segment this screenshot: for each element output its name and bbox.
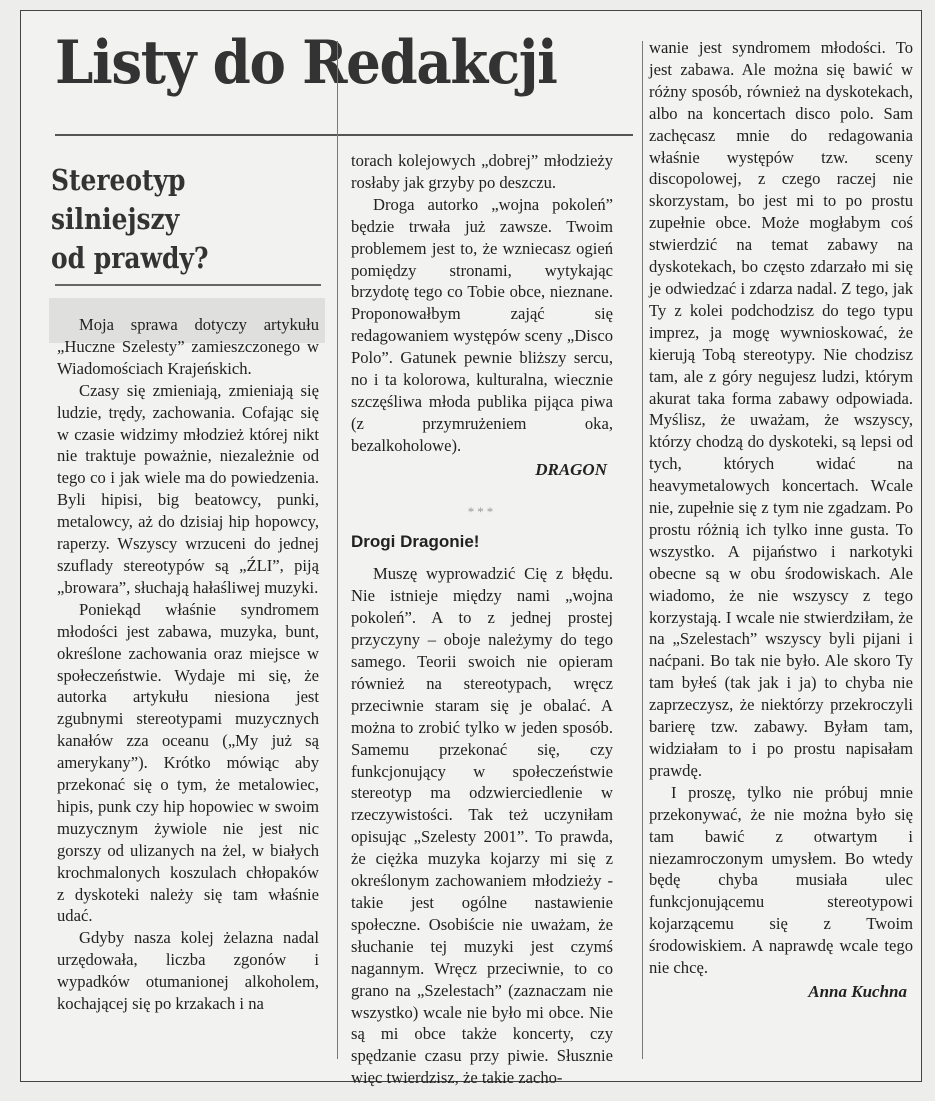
newspaper-page bbox=[20, 10, 922, 1088]
heading-rule bbox=[55, 284, 321, 286]
paragraph: wanie jest syndromem młodości. To jest zabawa. Ale można się bawić w różny sposób, również na dyskotekach, albo na koncertach disco polo. Sam zachęcasz mnie do redagowania właśnie występów tzw. sceny discopolowej, z czego raczej nie skorzystam, bo jest mi to po prostu zupełnie obce. Może mogłabym coś stwierdzić na temat zabawy na dyskotekach, bo często zdarzało mi się je odwiedzać i zdarza nadal. Z tego, jak Ty z kolei podchodzisz do tego typu imprez, ja mogę wywnioskować, że kierują Tobą stereotypy. Nie chodzisz tam, ale z góry negujesz ludzi, którym akurat taka forma zabawy odpowiada. Myślisz, że uważam, że wszyscy, którzy chodzą do dyskoteki, są lepsi od tych, których widać na heavymetalowych koncertach. Wcale nie, zupełnie się z tym nie zgadzam. Po prostu różnią ich tylko inne gusta. To wszystko. A pijaństwo i narkotyki obecne są w obu środowiskach. Ale wiadomo, że nie wszyscy z tego korzystają. I wcale nie stwierdziłam, że na „Szelestach” wszyscy byli pijani i naćpani. Bo tak nie było. Ale skoro Ty tam byłeś (tak jak i ja) to chyba nie zaprzeczysz, że niektórzy przekroczyli barierę tzw. zabawy. Byłam tam, widziałam to i po prostu napisałam prawdę. bbox=[649, 38, 913, 780]
column-right bbox=[649, 37, 913, 1003]
page-title: Listy do Redakcji bbox=[55, 28, 557, 98]
column-left bbox=[57, 314, 319, 1015]
paragraph: torach kolejowych „dobrej” młodzieży rosłaby jak grzyby po deszczu. bbox=[351, 151, 613, 192]
signature-anna-kuchna: Anna Kuchna bbox=[808, 981, 907, 1001]
paragraph: I proszę, tylko nie próbuj mnie przekonywać, że nie można było się tam bawić z otwartym i niezamroczonym umysłem. Bo wtedy będę chyba musiała ulec funkcjonującemu stereotypowi kojarzącemu się z Twoim środowiskiem. A naprawdę wcale tego nie chcę. bbox=[649, 782, 913, 978]
article-heading bbox=[51, 161, 209, 278]
column-rule-2 bbox=[642, 41, 643, 1059]
column-middle bbox=[351, 150, 613, 1089]
heading-line-1: Stereotyp bbox=[51, 163, 186, 197]
section-separator: *** bbox=[467, 503, 497, 519]
paragraph: Droga autorko „wojna pokoleń” będzie trwała już zawsze. Twoim problemem jest to, że wzniecasz ogień pomiędzy stronami, wytykając brzydotę tego co Tobie obce, nieznane. Proponowałbym zająć się redagowaniem występów sceny „Disco Polo”. Gatunek pewnie bliższy sercu, no i ta kolorowa, kulturalna, wiecznie szczęśliwa młoda publika pijąca piwa (z przymrużeniem oka, bezalkoholowe). bbox=[351, 194, 613, 455]
paragraph: Poniekąd właśnie syndromem młodości jest zabawa, muzyka, bunt, określone zachowania oraz miejsce w społeczeństwie. Wydaje mi się, że autorka artykułu niesiona jest zgubnymi stereotypami muzycznych kanałów zza oceanu („My już są amerykany”). Krótko mówiąc aby przekonać się o tym, że metalowiec, hipis, punk czy hip hopowiec w swoim muzycznym żywiole nie jest nic gorszy od ulizanych na żel, w białych krochmalonych koszulach chłopaków z dyskoteki należy się tam właśnie udać. bbox=[57, 599, 319, 926]
paragraph: Muszę wyprowadzić Cię z błędu. Nie istnieje między nami „wojna pokoleń”. A to z jednej prostej przyczyny – oboje należymy do tego samego. Teorii swoich nie opieram również na stereotypach, wręcz przeciwnie staram się je obalać. A można to zrobić tylko w jeden sposób. Samemu przekonać się, czy funkcjonujący w społeczeństwie stereotyp ma odzwierciedlenie w rzeczywistości. Tak też uczyniłam opisując „Szelesty 2001”. To prawda, że ciężka muzyka kojarzy mi się z określonym zachowaniem młodzieży - takie jest ogólne nastawienie społeczne. Osobiście nie uważam, że słuchanie tej muzyki jest czymś nagannym. Wręcz przeciwnie, to co grano na „Szelestach” (zaznaczam nie wszystko) wcale nie było mi obce. Nie są mi obce także koncerty, czy spędzanie czasu przy piwie. Słusznie więc twierdzisz, że takie zacho- bbox=[351, 564, 613, 1088]
heading-line-3: od prawdy? bbox=[51, 241, 209, 275]
paragraph: Moja sprawa dotyczy artykułu „Huczne Szelesty” zamieszczonego w Wiadomościach Krajeńskich. bbox=[57, 315, 319, 378]
paragraph: Gdyby nasza kolej żelazna nadal urzędowała, liczba zgonów i wypadków otumanionej alkoholem, kochającej się po krzakach i na bbox=[57, 928, 319, 1014]
title-rule bbox=[55, 134, 633, 136]
paragraph: Czasy się zmieniają, zmieniają się ludzie, trędy, zachowania. Cofając się w czasie widzimy młodzież której nikt nie traktuje poważnie, niezależnie od tego co i jak wiele ma do powiedzenia. Byli hipisi, big beatowcy, punki, metalowcy, aż do dzisiaj hip hopowcy, raperzy. Wszyscy wrzuceni do jednej szuflady stereotypów są „ŹLI”, piją „browara”, słuchają hałaśliwej muzyki. bbox=[57, 380, 319, 597]
heading-line-2: silniejszy bbox=[51, 202, 180, 236]
column-rule-1 bbox=[337, 41, 338, 1059]
reply-heading: Drogi Dragonie! bbox=[351, 531, 480, 551]
signature-dragon: DRAGON bbox=[535, 459, 607, 479]
